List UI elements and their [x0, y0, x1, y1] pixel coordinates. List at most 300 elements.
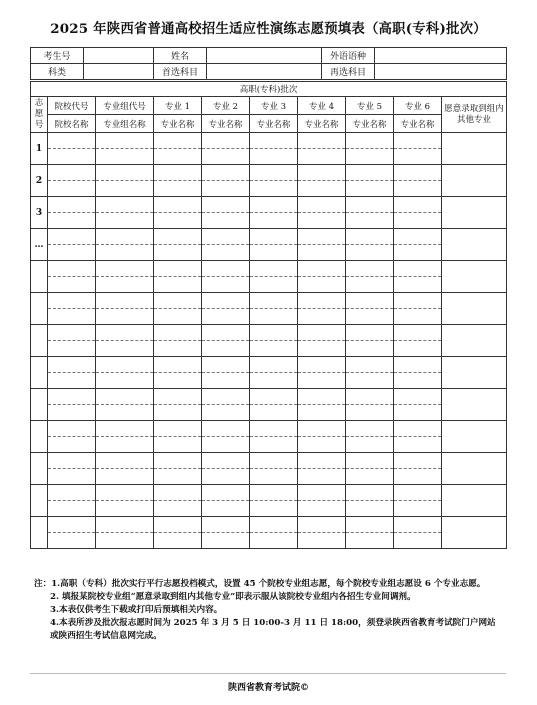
choice-row	[31, 165, 507, 181]
adjust-cell[interactable]	[442, 229, 507, 261]
major-3-header: 专业 3	[250, 97, 298, 115]
choice-number	[31, 421, 48, 453]
choice-cell[interactable]	[346, 501, 394, 517]
choice-cell[interactable]	[346, 357, 394, 373]
choice-cell[interactable]	[96, 277, 154, 293]
choice-row	[31, 357, 507, 373]
choice-cell[interactable]	[250, 309, 298, 325]
choice-cell[interactable]	[202, 149, 250, 165]
choice-cell[interactable]	[202, 357, 250, 373]
choice-cell[interactable]	[96, 501, 154, 517]
choice-cell[interactable]	[48, 437, 96, 453]
choice-cell[interactable]	[346, 421, 394, 437]
adjust-header: 愿意录取到组内其他专业	[442, 97, 507, 133]
choice-cell[interactable]	[154, 373, 202, 389]
choice-number	[31, 293, 48, 325]
choice-cell[interactable]	[154, 421, 202, 437]
choice-row	[31, 181, 507, 197]
choice-cell[interactable]	[48, 165, 96, 181]
adjust-cell[interactable]	[442, 485, 507, 517]
choice-cell[interactable]	[346, 229, 394, 245]
choice-cell[interactable]	[96, 133, 154, 149]
choice-cell[interactable]	[394, 261, 442, 277]
choice-cell[interactable]	[346, 277, 394, 293]
choice-cell[interactable]	[346, 389, 394, 405]
note-4: 4.本表所涉及批次报志愿时间为 2025 年 3 月 5 日 10:00-3 月 11 日 18:00，须登录陕西省教育考试院门户网站或陕西招生考试信息网完成。	[50, 618, 496, 641]
page-title: 2025 年陕西省普通高校招生适应性演练志愿预填表（高职(专科)批次）	[50, 21, 487, 37]
choice-cell[interactable]	[298, 533, 346, 549]
choice-row	[31, 293, 507, 309]
note-1: 注：1.高职（专科）批次实行平行志愿投档模式，设置 45 个院校专业组志愿，每个院校专业组志愿设 6 个专业志愿。	[34, 579, 486, 589]
choice-cell[interactable]	[48, 245, 96, 261]
choice-cell[interactable]	[96, 245, 154, 261]
choice-cell[interactable]	[346, 485, 394, 501]
name-label: 姓名	[154, 48, 207, 64]
choice-cell[interactable]	[96, 485, 154, 501]
choice-cell[interactable]	[154, 309, 202, 325]
choice-cell[interactable]	[346, 309, 394, 325]
choice-cell[interactable]	[346, 197, 394, 213]
choice-cell[interactable]	[394, 245, 442, 261]
adjust-cell[interactable]	[442, 421, 507, 453]
choice-number	[31, 325, 48, 357]
choice-row	[31, 229, 507, 245]
choice-cell[interactable]	[394, 213, 442, 229]
choice-cell[interactable]	[250, 357, 298, 373]
choice-row	[31, 373, 507, 389]
choice-number	[31, 261, 48, 293]
choice-cell[interactable]	[250, 501, 298, 517]
choice-cell[interactable]	[154, 277, 202, 293]
choice-row	[31, 245, 507, 261]
choice-cell[interactable]	[202, 453, 250, 469]
major-6-header: 专业 6	[394, 97, 442, 115]
choice-cell[interactable]	[394, 405, 442, 421]
choice-cell[interactable]	[48, 149, 96, 165]
choice-cell[interactable]	[394, 485, 442, 501]
choice-cell[interactable]	[394, 341, 442, 357]
major-4-header: 专业 4	[298, 97, 346, 115]
choice-cell[interactable]	[202, 213, 250, 229]
adjust-cell[interactable]	[442, 133, 507, 165]
choice-cell[interactable]	[154, 245, 202, 261]
choice-cell[interactable]	[346, 533, 394, 549]
major-name-header: 专业名称	[250, 115, 298, 133]
major-name-header: 专业名称	[202, 115, 250, 133]
choice-cell[interactable]	[250, 405, 298, 421]
choice-cell[interactable]	[394, 437, 442, 453]
choice-cell[interactable]	[48, 325, 96, 341]
choice-cell[interactable]	[48, 293, 96, 309]
choice-cell[interactable]	[298, 421, 346, 437]
choice-cell[interactable]	[298, 197, 346, 213]
choice-cell[interactable]	[154, 453, 202, 469]
choice-cell[interactable]	[96, 325, 154, 341]
choices-table	[30, 81, 507, 549]
choice-cell[interactable]	[394, 277, 442, 293]
choice-cell[interactable]	[48, 277, 96, 293]
choice-cell[interactable]	[202, 309, 250, 325]
choice-cell[interactable]	[48, 501, 96, 517]
choice-cell[interactable]	[346, 213, 394, 229]
language-field[interactable]	[375, 48, 507, 64]
choice-cell[interactable]	[298, 245, 346, 261]
choice-cell[interactable]	[48, 341, 96, 357]
choice-cell[interactable]	[250, 165, 298, 181]
choice-cell[interactable]	[48, 373, 96, 389]
choice-cell[interactable]	[298, 389, 346, 405]
choice-cell[interactable]	[202, 421, 250, 437]
choice-number: 3	[31, 197, 48, 229]
choice-cell[interactable]	[48, 421, 96, 437]
choice-cell[interactable]	[346, 453, 394, 469]
choice-cell[interactable]	[48, 181, 96, 197]
choice-cell[interactable]	[394, 469, 442, 485]
choice-cell[interactable]	[394, 501, 442, 517]
choice-cell[interactable]	[48, 405, 96, 421]
choice-row	[31, 533, 507, 549]
choice-cell[interactable]	[394, 517, 442, 533]
choice-cell[interactable]	[250, 485, 298, 501]
choice-cell[interactable]	[154, 133, 202, 149]
choice-cell[interactable]	[154, 437, 202, 453]
choice-cell[interactable]	[346, 181, 394, 197]
choice-cell[interactable]	[250, 133, 298, 149]
choice-cell[interactable]	[154, 389, 202, 405]
adjust-cell[interactable]	[442, 197, 507, 229]
adjust-cell[interactable]	[442, 165, 507, 197]
choice-cell[interactable]	[394, 197, 442, 213]
choice-cell[interactable]	[394, 373, 442, 389]
choice-cell[interactable]	[96, 309, 154, 325]
choice-cell[interactable]	[250, 229, 298, 245]
choice-cell[interactable]	[298, 437, 346, 453]
choice-number	[31, 357, 48, 389]
choice-cell[interactable]	[298, 341, 346, 357]
choice-cell[interactable]	[250, 213, 298, 229]
choice-row	[31, 261, 507, 277]
group-code-header: 专业组代号	[96, 97, 154, 115]
choice-cell[interactable]	[346, 437, 394, 453]
choice-cell[interactable]	[96, 293, 154, 309]
choice-cell[interactable]	[96, 517, 154, 533]
note-3: 3.本表仅供考生下载或打印后预填相关内容。	[50, 605, 223, 615]
choice-cell[interactable]	[96, 405, 154, 421]
choice-cell[interactable]	[96, 437, 154, 453]
choice-cell[interactable]	[346, 133, 394, 149]
school-code-header: 院校代号	[48, 97, 96, 115]
note-2: 2. 填报某院校专业组“愿意录取到组内其他专业”即表示服从该院校专业组内各招生专业间调剂。	[50, 592, 416, 602]
choice-cell[interactable]	[394, 293, 442, 309]
choice-cell[interactable]	[96, 229, 154, 245]
choice-cell[interactable]	[298, 357, 346, 373]
choice-row	[31, 485, 507, 501]
choice-cell[interactable]	[96, 165, 154, 181]
choice-row	[31, 277, 507, 293]
choice-cell[interactable]	[202, 261, 250, 277]
choice-row	[31, 389, 507, 405]
second-subject-label: 再选科目	[322, 64, 375, 80]
choice-cell[interactable]	[250, 421, 298, 437]
choice-cell[interactable]	[154, 293, 202, 309]
choice-cell[interactable]	[48, 213, 96, 229]
choice-cell[interactable]	[394, 181, 442, 197]
student-info-table	[30, 47, 507, 80]
second-subject-field[interactable]	[375, 64, 507, 80]
choice-cell[interactable]	[48, 469, 96, 485]
choice-cell[interactable]	[48, 533, 96, 549]
choice-cell[interactable]	[394, 357, 442, 373]
choice-cell[interactable]	[394, 389, 442, 405]
choice-cell[interactable]	[394, 133, 442, 149]
choice-cell[interactable]	[394, 453, 442, 469]
batch-header: 高职(专科)批次	[31, 82, 507, 97]
choice-row	[31, 453, 507, 469]
choice-cell[interactable]	[48, 389, 96, 405]
choice-cell[interactable]	[298, 277, 346, 293]
choice-cell[interactable]	[346, 517, 394, 533]
choice-cell[interactable]	[250, 389, 298, 405]
choice-cell[interactable]	[250, 197, 298, 213]
choice-cell[interactable]	[48, 453, 96, 469]
choice-cell[interactable]	[48, 229, 96, 245]
choice-number	[31, 517, 48, 549]
choice-cell[interactable]	[202, 181, 250, 197]
major-name-header: 专业名称	[298, 115, 346, 133]
choice-cell[interactable]	[154, 405, 202, 421]
choice-row	[31, 309, 507, 325]
choice-cell[interactable]	[202, 229, 250, 245]
order-header: 志 愿 号	[31, 97, 48, 133]
category-field[interactable]	[84, 64, 154, 80]
category-label: 科类	[31, 64, 84, 80]
choice-cell[interactable]	[154, 533, 202, 549]
choice-cell[interactable]	[48, 517, 96, 533]
adjust-cell[interactable]	[442, 293, 507, 325]
choice-cell[interactable]	[154, 469, 202, 485]
choice-cell[interactable]	[394, 229, 442, 245]
choice-cell[interactable]	[202, 325, 250, 341]
major-2-header: 专业 2	[202, 97, 250, 115]
major-1-header: 专业 1	[154, 97, 202, 115]
choice-cell[interactable]	[202, 485, 250, 501]
choice-cell[interactable]	[154, 181, 202, 197]
major-name-header: 专业名称	[394, 115, 442, 133]
choice-cell[interactable]	[96, 389, 154, 405]
choice-row	[31, 501, 507, 517]
choice-cell[interactable]	[298, 405, 346, 421]
choice-cell[interactable]	[250, 469, 298, 485]
choice-cell[interactable]	[250, 533, 298, 549]
choice-cell[interactable]	[154, 229, 202, 245]
choice-cell[interactable]	[250, 149, 298, 165]
choice-cell[interactable]	[154, 165, 202, 181]
adjust-cell[interactable]	[442, 325, 507, 357]
choice-number: 2	[31, 165, 48, 197]
choice-cell[interactable]	[298, 501, 346, 517]
choice-row	[31, 469, 507, 485]
choice-number	[31, 453, 48, 485]
choice-number	[31, 485, 48, 517]
choice-cell[interactable]	[202, 517, 250, 533]
adjust-cell[interactable]	[442, 261, 507, 293]
group-name-header: 专业组名称	[96, 115, 154, 133]
choice-row	[31, 517, 507, 533]
choice-row	[31, 405, 507, 421]
choice-cell[interactable]	[346, 341, 394, 357]
choice-cell[interactable]	[48, 261, 96, 277]
choice-cell[interactable]	[298, 149, 346, 165]
choice-cell[interactable]	[394, 165, 442, 181]
choice-cell[interactable]	[154, 197, 202, 213]
choice-cell[interactable]	[250, 373, 298, 389]
choice-cell[interactable]	[96, 533, 154, 549]
language-label: 外语语种	[322, 48, 375, 64]
choice-cell[interactable]	[96, 261, 154, 277]
choice-cell[interactable]	[202, 469, 250, 485]
choice-cell[interactable]	[202, 373, 250, 389]
choice-cell[interactable]	[202, 533, 250, 549]
choice-number: 1	[31, 133, 48, 165]
adjust-cell[interactable]	[442, 453, 507, 485]
adjust-cell[interactable]	[442, 517, 507, 549]
choice-cell[interactable]	[154, 213, 202, 229]
choice-cell[interactable]	[298, 293, 346, 309]
choice-cell[interactable]	[298, 165, 346, 181]
choice-cell[interactable]	[250, 517, 298, 533]
choice-cell[interactable]	[96, 181, 154, 197]
choice-row	[31, 341, 507, 357]
footer-text: 陕西省教育考试院©	[227, 683, 309, 693]
choice-cell[interactable]	[96, 149, 154, 165]
choice-cell[interactable]	[346, 245, 394, 261]
adjust-cell[interactable]	[442, 357, 507, 389]
choice-cell[interactable]	[202, 341, 250, 357]
choice-cell[interactable]	[250, 261, 298, 277]
name-field[interactable]	[207, 48, 322, 64]
choice-cell[interactable]	[346, 325, 394, 341]
choice-cell[interactable]	[202, 197, 250, 213]
choice-cell[interactable]	[298, 181, 346, 197]
choice-row	[31, 133, 507, 149]
major-5-header: 专业 5	[346, 97, 394, 115]
choice-number: …	[31, 229, 48, 261]
choice-cell[interactable]	[48, 133, 96, 149]
choice-cell[interactable]	[96, 341, 154, 357]
choice-cell[interactable]	[298, 229, 346, 245]
choice-cell[interactable]	[346, 149, 394, 165]
choice-row	[31, 437, 507, 453]
choice-cell[interactable]	[250, 181, 298, 197]
choice-cell[interactable]	[202, 389, 250, 405]
choice-cell[interactable]	[250, 293, 298, 309]
first-subject-label: 首选科目	[154, 64, 207, 80]
choice-cell[interactable]	[96, 421, 154, 437]
choice-row	[31, 213, 507, 229]
choice-cell[interactable]	[298, 213, 346, 229]
choice-cell[interactable]	[346, 373, 394, 389]
choice-cell[interactable]	[298, 469, 346, 485]
exam-no-field[interactable]	[84, 48, 154, 64]
choice-cell[interactable]	[96, 373, 154, 389]
choice-row	[31, 325, 507, 341]
choice-cell[interactable]	[96, 469, 154, 485]
major-name-header: 专业名称	[154, 115, 202, 133]
choice-cell[interactable]	[394, 421, 442, 437]
choice-cell[interactable]	[96, 197, 154, 213]
choice-cell[interactable]	[154, 517, 202, 533]
choice-cell[interactable]	[250, 341, 298, 357]
choice-cell[interactable]	[250, 277, 298, 293]
choice-cell[interactable]	[346, 293, 394, 309]
exam-no-label: 考生号	[31, 48, 84, 64]
choice-cell[interactable]	[96, 453, 154, 469]
choice-row	[31, 197, 507, 213]
choice-cell[interactable]	[154, 261, 202, 277]
choice-cell[interactable]	[394, 149, 442, 165]
choice-cell[interactable]	[48, 485, 96, 501]
choice-row	[31, 421, 507, 437]
choice-cell[interactable]	[250, 325, 298, 341]
choice-cell[interactable]	[154, 325, 202, 341]
choice-cell[interactable]	[202, 165, 250, 181]
choice-cell[interactable]	[346, 405, 394, 421]
choice-cell[interactable]	[202, 277, 250, 293]
choice-cell[interactable]	[48, 309, 96, 325]
choice-cell[interactable]	[154, 485, 202, 501]
choice-cell[interactable]	[154, 501, 202, 517]
choice-cell[interactable]	[394, 533, 442, 549]
choice-cell[interactable]	[346, 165, 394, 181]
choice-number	[31, 389, 48, 421]
choice-cell[interactable]	[154, 341, 202, 357]
choice-cell[interactable]	[154, 357, 202, 373]
choice-row	[31, 149, 507, 165]
choice-cell[interactable]	[202, 133, 250, 149]
choice-cell[interactable]	[202, 405, 250, 421]
footer-divider	[30, 673, 506, 674]
choice-cell[interactable]	[250, 245, 298, 261]
choice-cell[interactable]	[96, 357, 154, 373]
choice-cell[interactable]	[202, 501, 250, 517]
choice-cell[interactable]	[48, 357, 96, 373]
choice-cell[interactable]	[202, 437, 250, 453]
choice-cell[interactable]	[394, 325, 442, 341]
choice-cell[interactable]	[250, 437, 298, 453]
notes	[34, 578, 504, 643]
choice-cell[interactable]	[394, 309, 442, 325]
choice-cell[interactable]	[298, 453, 346, 469]
choice-cell[interactable]	[202, 293, 250, 309]
choice-cell[interactable]	[298, 309, 346, 325]
choice-cell[interactable]	[298, 325, 346, 341]
choice-cell[interactable]	[48, 197, 96, 213]
choice-cell[interactable]	[346, 469, 394, 485]
choice-cell[interactable]	[298, 373, 346, 389]
choice-cell[interactable]	[298, 261, 346, 277]
choice-cell[interactable]	[298, 485, 346, 501]
choice-cell[interactable]	[346, 261, 394, 277]
first-subject-field[interactable]	[207, 64, 322, 80]
choice-cell[interactable]	[202, 245, 250, 261]
choice-cell[interactable]	[96, 213, 154, 229]
choice-cell[interactable]	[298, 517, 346, 533]
choice-cell[interactable]	[250, 453, 298, 469]
choice-cell[interactable]	[154, 149, 202, 165]
choice-cell[interactable]	[298, 133, 346, 149]
adjust-cell[interactable]	[442, 389, 507, 421]
school-name-header: 院校名称	[48, 115, 96, 133]
